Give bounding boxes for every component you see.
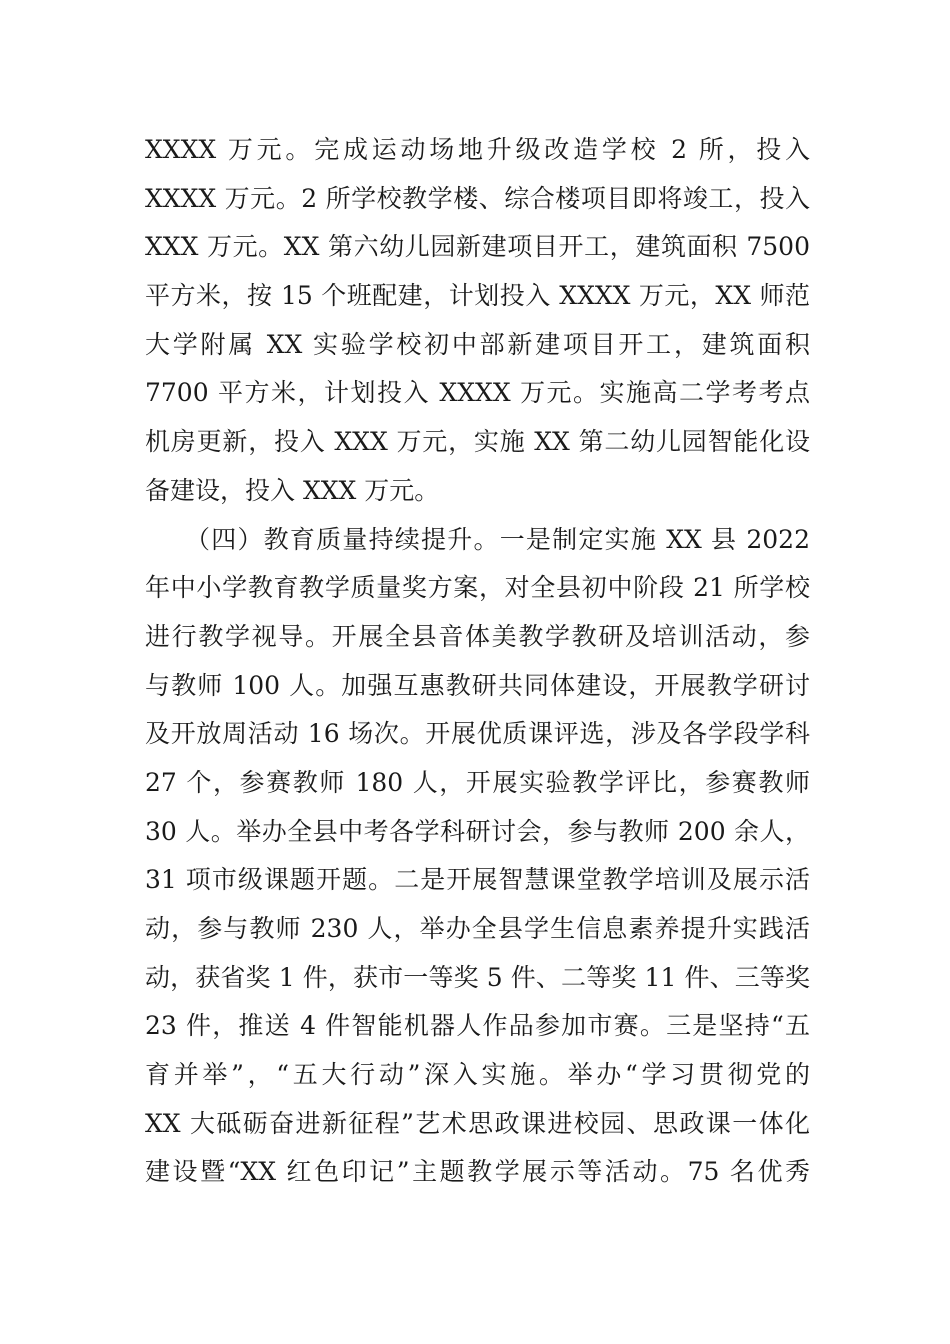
paragraph-1-line-2: XXXX 万元。2 所学校教学楼、综合楼项目即将竣工，投入 <box>145 183 810 213</box>
paragraph-1-line-7: 机房更新，投入 XXX 万元，实施 XX 第二幼儿园智能化设 <box>145 427 810 457</box>
paragraph-1-line-5: 大学附属 XX 实验学校初中部新建项目开工，建筑面积 <box>145 329 810 359</box>
paragraph-2-line-7: 30 人。举办全县中考各学科研讨会，参与教师 200 余人， <box>145 816 810 846</box>
paragraph-1-line-1: XXXX 万元。完成运动场地升级改造学校 2 所，投入 <box>145 135 810 164</box>
paragraph-2-line-14: 建设暨“XX 红色印记”主题教学展示等活动。75 名优秀 <box>145 1157 810 1187</box>
paragraph-2-line-10: 动，获省奖 1 件，获市一等奖 5 件、二等奖 11 件、三等奖 <box>145 962 810 992</box>
paragraph-1-line-8: 备建设，投入 XXX 万元。 <box>145 475 440 505</box>
paragraph-1-line-4: 平方米，按 15 个班配建，计划投入 XXXX 万元，XX 师范 <box>145 281 810 311</box>
paragraph-2-line-6: 27 个，参赛教师 180 人，开展实验教学评比，参赛教师 <box>145 767 810 797</box>
paragraph-2-line-5: 及开放周活动 16 场次。开展优质课评选，涉及各学段学科 <box>145 719 810 749</box>
paragraph-2-line-3: 进行教学视导。开展全县音体美教学教研及培训活动，参 <box>145 621 810 651</box>
paragraph-2-line-12: 育并举”，“五大行动”深入实施。举办“学习贯彻党的 <box>145 1060 810 1090</box>
paragraph-2-line-8: 31 项市级课题开题。二是开展智慧课堂教学培训及展示活 <box>145 865 810 895</box>
paragraph-2-line-13: XX 大砥砺奋进新征程”艺术思政课进校园、思政课一体化 <box>145 1108 810 1138</box>
paragraph-2-line-11: 23 件，推送 4 件智能机器人作品参加市赛。三是坚持“五 <box>145 1011 810 1041</box>
paragraph-1-line-3: XXX 万元。XX 第六幼儿园新建项目开工，建筑面积 7500 <box>145 232 810 262</box>
body-text <box>145 126 810 1197</box>
paragraph-2-line-1: （四）教育质量持续提升。一是制定实施 XX 县 2022 <box>185 524 810 554</box>
paragraph-2-line-9: 动，参与教师 230 人，举办全县学生信息素养提升实践活 <box>145 914 810 943</box>
paragraph-2-line-4: 与教师 100 人。加强互惠教研共同体建设，开展教学研讨 <box>145 670 810 700</box>
paragraph-1-line-6: 7700 平方米，计划投入 XXXX 万元。实施高二学考考点 <box>145 378 810 408</box>
paragraph-2-line-2: 年中小学教育教学质量奖方案，对全县初中阶段 21 所学校 <box>145 573 810 603</box>
